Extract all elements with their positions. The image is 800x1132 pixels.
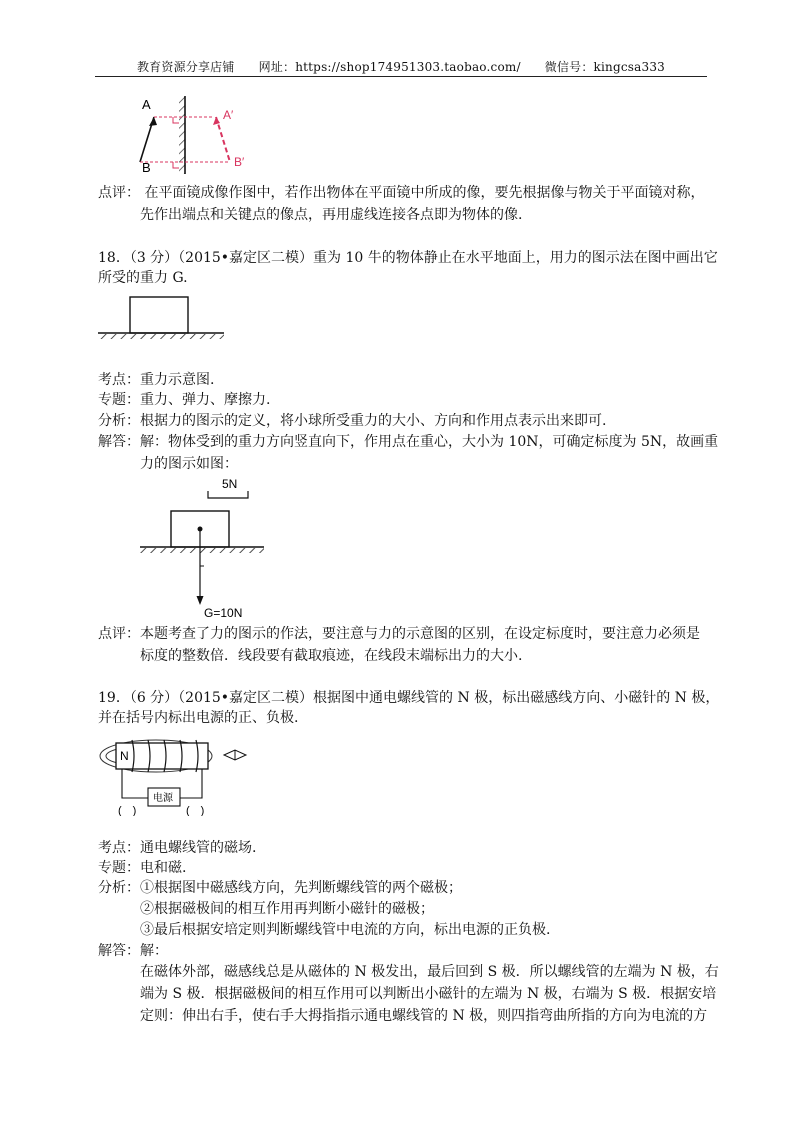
header-shop: 教育资源分享店铺: [136, 60, 235, 74]
q19-fenxi-line1: 分析：①根据图中磁感线方向，先判断螺线管的两个磁极；: [98, 880, 462, 896]
label-b-prime: B′: [234, 155, 245, 169]
q18-title-line2: 所受的重力 G.: [98, 270, 188, 286]
q19-title-line2: 并在括号内标出电源的正、负极.: [98, 710, 299, 726]
q18-kaodian: 考点：重力示意图.: [98, 372, 215, 388]
q19-zhuanti: 专题：电和磁.: [98, 860, 187, 876]
paren-right[interactable]: ( ): [186, 805, 205, 816]
q18-question-figure: [96, 294, 226, 342]
image-arrowhead: [213, 117, 220, 125]
ground-hatch: [140, 548, 264, 553]
q19-kaodian: 考点：通电螺线管的磁场.: [98, 840, 257, 856]
scale-bar: [208, 491, 248, 498]
q19-jieda-line1: 在磁体外部，磁感线总是从磁体的 N 极发出，最后回到 S 极．所以螺线管的左端为 N 极，右: [140, 964, 719, 980]
paren-left[interactable]: ( ): [118, 805, 137, 816]
q18-jieda-line1: 解答：解：物体受到的重力方向竖直向下，作用点在重心，大小为 10N，可确定标度为 5N，故画重: [98, 434, 719, 450]
q19-fenxi-line2: ②根据磁极间的相互作用再判断小磁针的磁极；: [140, 901, 434, 917]
q18-comment-line2: 标度的整数倍．线段要有截取痕迹，在线段末端标出力的大小.: [140, 648, 523, 664]
gravity-label: G=10N: [204, 606, 243, 620]
mirror-figure: [130, 92, 260, 176]
q19-jieda-line3: 定则：伸出右手，使右手大拇指指示通电螺线管的 N 极，则四指弯曲所指的方向为电流的方: [140, 1008, 708, 1024]
right-angle-a: [173, 117, 179, 123]
label-b: B: [142, 160, 151, 175]
gravity-arrowhead: [197, 596, 204, 605]
image-dashed: [216, 117, 230, 162]
q19-jieda-label: 解答：: [98, 943, 140, 959]
q17-comment-line1: 点评： 在平面镜成像作图中，若作出物体在平面镜中所成的像，要先根据像与物关于平面镜对称，: [98, 185, 705, 201]
q19-fenxi-label: 分析：: [98, 880, 140, 896]
solenoid-core: [116, 743, 208, 769]
label-a: A: [142, 97, 151, 112]
q19-title-line1: 19．（6 分）（2015•嘉定区二模）根据图中通电螺线管的 N 极，标出磁感线方向、小磁针的 N 极，: [98, 690, 720, 706]
solenoid-n-pole: N: [120, 749, 129, 763]
header-rule: [95, 76, 707, 77]
q18-fenxi: 分析：根据力的图示的定义，将小球所受重力的大小、方向和作用点表示出来即可.: [98, 413, 607, 429]
q17-comment-line2: 先作出端点和关键点的像点，再用虚线连接各点即为物体的像.: [140, 207, 523, 223]
q19-fenxi-line3: ③最后根据安培定则判断螺线管中电流的方向，标出电源的正负极.: [140, 922, 551, 938]
q17-comment-label: 点评：: [98, 185, 140, 201]
q18-comment-line1: 点评：本题考查了力的图示的作法，要注意与力的示意图的区别，在设定标度时，要注意力必须是: [98, 626, 700, 642]
q19-jieda-line2: 端为 S 极．根据磁极间的相互作用可以判断出小磁针的左端为 N 极，右端为 S 极．根据安培: [140, 986, 717, 1002]
right-angle-b: [173, 162, 179, 168]
scale-label: 5N: [222, 477, 238, 491]
q18-answer-figure: [138, 476, 268, 620]
block: [130, 297, 188, 333]
header-url: 网址：https://shop174951303.taobao.com/: [258, 60, 521, 74]
page-header: [95, 58, 707, 75]
ground-hatch: [98, 334, 224, 339]
power-supply-label: 电源: [153, 793, 173, 804]
q18-title-line1: 18．（3 分）（2015•嘉定区二模）重为 10 牛的物体静止在水平地面上，用力的图示法在图中画出它: [98, 250, 718, 266]
q19-jieda-line0: 解答：解：: [98, 943, 168, 959]
q18-jieda-line2: 力的图示如图：: [140, 456, 238, 472]
label-a-prime: A′: [223, 108, 234, 122]
header-wechat: 微信号：kingcsa333: [544, 60, 665, 74]
q18-zhuanti: 专题：重力、弹力、摩擦力.: [98, 392, 271, 408]
q19-solenoid-figure: [98, 728, 270, 816]
